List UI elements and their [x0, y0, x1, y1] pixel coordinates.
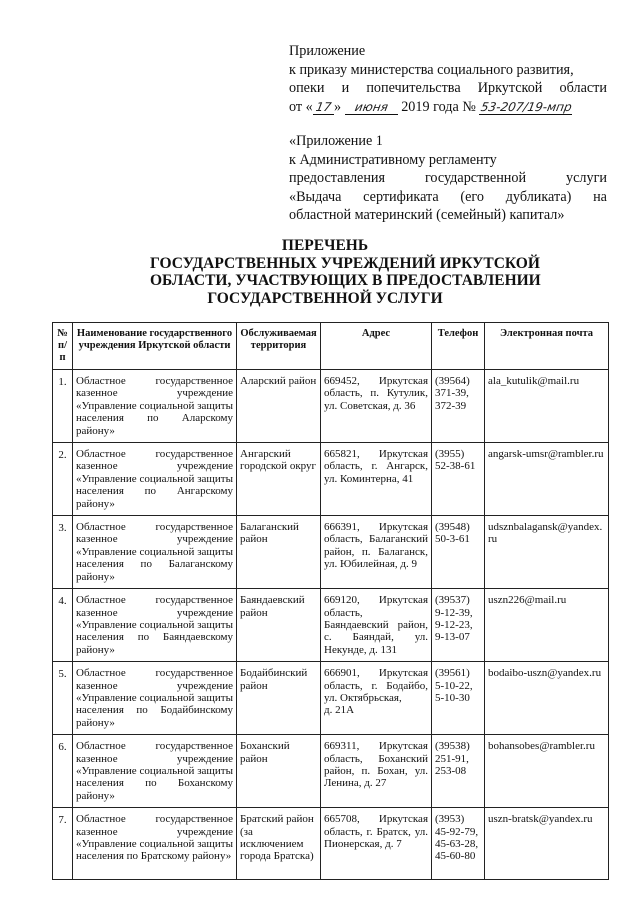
- table-header-row: [53, 323, 609, 370]
- title-line-3: ОБЛАСТИ, УЧАСТВУЮЩИХ В ПРЕДОСТАВЛЕНИИ: [150, 272, 541, 289]
- regulation-line-4: «Выдача сертификата (его дубликата) на: [289, 188, 607, 205]
- table-row: [53, 370, 609, 443]
- cell-phone: (3953) 45-92-79, 45-63-28, 45-60-80: [432, 808, 485, 880]
- cell-address: 666901, Иркутская область, г. Бодайбо, ул. Октябрьская, д. 21А: [321, 662, 432, 735]
- table-row: [53, 735, 609, 808]
- cell-territory: Балаганский район: [237, 516, 321, 589]
- cell-num: 4.: [53, 589, 73, 662]
- regulation-line-1: «Приложение 1: [289, 133, 383, 149]
- cell-email: bodaibo-uszn@yandex.ru: [485, 662, 609, 735]
- cell-phone: (3955) 52-38-61: [432, 443, 485, 516]
- cell-territory: Боханский район: [237, 735, 321, 808]
- cell-name: Областное государственное казенное учреждение «Управление социальной защиты населения по Бодайбинскому району»: [73, 662, 237, 735]
- cell-phone: (39537) 9-12-39, 9-12-23, 9-13-07: [432, 589, 485, 662]
- cell-num: 1.: [53, 370, 73, 443]
- cell-phone: (39538) 251-91, 253-08: [432, 735, 485, 808]
- table-row: [53, 516, 609, 589]
- order-line-2: опеки и попечительства Иркутской области: [289, 80, 607, 96]
- cell-num: 7.: [53, 808, 73, 880]
- regulation-line-3: предоставления государственной услуги: [289, 170, 607, 186]
- cell-phone: (39564) 371-39, 372-39: [432, 370, 485, 443]
- cell-email: ala_kutulik@mail.ru: [485, 370, 609, 443]
- header-phone: Телефон: [432, 323, 485, 370]
- order-date-line: от « 17 » июня 2019 года № 53-207/19-мпр: [289, 98, 574, 115]
- cell-phone: (39561) 5-10-22, 5-10-30: [432, 662, 485, 735]
- header-name: Наименование государственного учреждения Иркутской области: [73, 323, 237, 370]
- cell-address: 669311, Иркутская область, Боханский район, п. Бохан, ул. Ленина, д. 27: [321, 735, 432, 808]
- cell-email: angarsk-umsr@rambler.ru: [485, 443, 609, 516]
- cell-address: 669452, Иркутская область, п. Кутулик, ул. Советская, д. 36: [321, 370, 432, 443]
- table-row: [53, 662, 609, 735]
- title-line-1: ПЕРЕЧЕНЬ: [281, 237, 369, 254]
- cell-num: 3.: [53, 516, 73, 589]
- cell-name: Областное государственное казенное учреждение «Управление социальной защиты населения по Баяндаевскому району»: [73, 589, 237, 662]
- cell-address: 669120, Иркутская область, Баяндаевский район, с. Баяндай, ул. Некунде, д. 131: [321, 589, 432, 662]
- table-row: [53, 589, 609, 662]
- cell-name: Областное государственное казенное учреждение «Управление социальной защиты населения по Боханскому району»: [73, 735, 237, 808]
- cell-territory: Ангарский городской округ: [237, 443, 321, 516]
- header-territory: Обслуживаемая территория: [237, 323, 321, 370]
- cell-email: uszn-bratsk@yandex.ru: [485, 808, 609, 880]
- order-line-1: к приказу министерства социального развития,: [289, 61, 574, 78]
- cell-email: uszn226@mail.ru: [485, 589, 609, 662]
- cell-name: Областное государственное казенное учреждение «Управление социальной защиты населения по Балаганскому району»: [73, 516, 237, 589]
- title-line-2: ГОСУДАРСТВЕННЫХ УЧРЕЖДЕНИЙ ИРКУТСКОЙ: [150, 254, 540, 272]
- cell-territory: Аларский район: [237, 370, 321, 443]
- date-month: июня: [353, 99, 389, 114]
- cell-territory: Братский район (за исключением города Братска): [237, 808, 321, 880]
- table-row: [53, 443, 609, 516]
- cell-address: 665821, Иркутская область, г. Ангарск, ул. Коминтерна, 41: [321, 443, 432, 516]
- cell-name: Областное государственное казенное учреждение «Управление социальной защиты населения по Братскому району»: [73, 808, 237, 880]
- cell-address: 665708, Иркутская область, г. Братск, ул. Пионерская, д. 7: [321, 808, 432, 880]
- date-day: 17: [314, 99, 333, 114]
- cell-territory: Баяндаевский район: [237, 589, 321, 662]
- document-number: 53-207/19-мпр: [480, 99, 574, 114]
- appendix-label: Приложение: [289, 43, 366, 59]
- cell-address: 666391, Иркутская область, Балаганский район, п. Балаганск, ул. Юбилейная, д. 9: [321, 516, 432, 589]
- cell-name: Областное государственное казенное учреждение «Управление социальной защиты населения по Аларскому району»: [73, 370, 237, 443]
- regulation-line-5: областной материнский (семейный) капитал»: [289, 207, 565, 223]
- cell-phone: (39548) 50-3-61: [432, 516, 485, 589]
- cell-num: 6.: [53, 735, 73, 808]
- cell-territory: Бодайбинский район: [237, 662, 321, 735]
- title-line-4: ГОСУДАРСТВЕННОЙ УСЛУГИ: [207, 289, 443, 307]
- cell-email: udsznbalagansk@yandex.ru: [485, 516, 609, 589]
- cell-num: 5.: [53, 662, 73, 735]
- table-row: [53, 808, 609, 880]
- header-address: Адрес: [321, 323, 432, 370]
- regulation-reference: [289, 132, 607, 225]
- cell-email: bohansobes@rambler.ru: [485, 735, 609, 808]
- institutions-table: [52, 322, 609, 880]
- cell-name: Областное государственное казенное учреждение «Управление социальной защиты населения по Ангарскому району»: [73, 443, 237, 516]
- cell-num: 2.: [53, 443, 73, 516]
- header-email: Электронная почта: [485, 323, 609, 370]
- header-num: № п/п: [53, 323, 73, 370]
- document-title: [150, 237, 541, 307]
- appendix-header: [289, 42, 607, 116]
- regulation-line-2: к Административному регламенту: [289, 151, 497, 168]
